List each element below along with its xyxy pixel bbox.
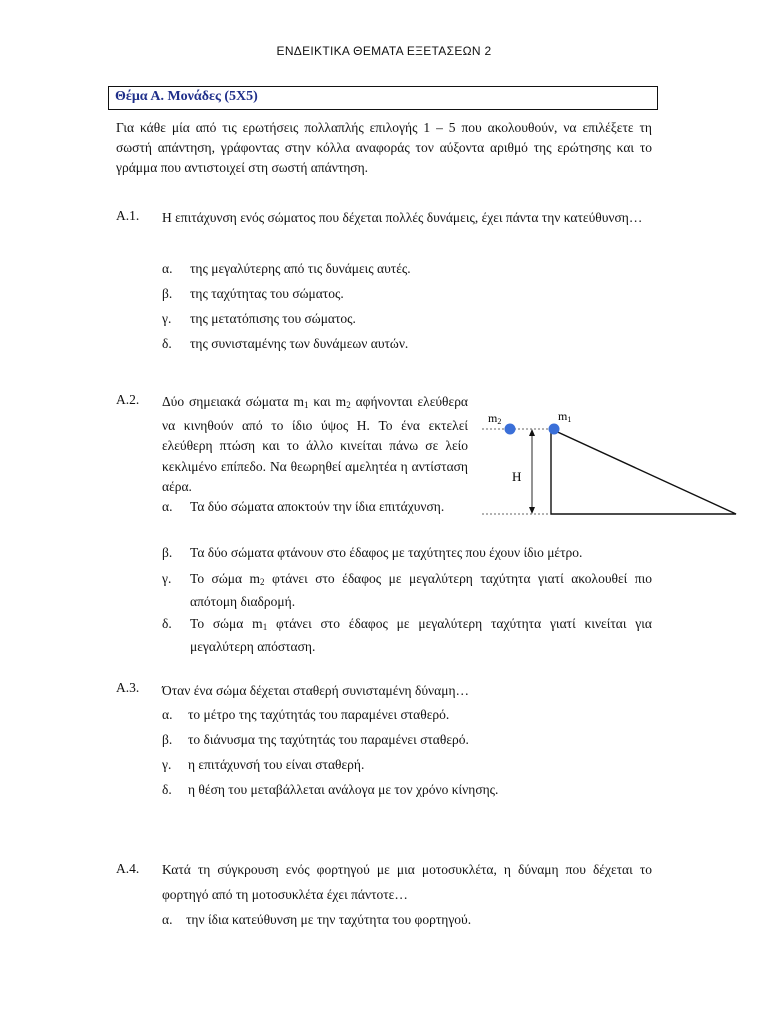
instructions: Για κάθε μία από τις ερωτήσεις πολλαπλής επιλογής 1 – 5 που ακολουθούν, να επιλέξετε τη σωστή απάντηση, γράφοντας στην κόλλα αναφοράς τον αύξοντα αριθμό της ερώτησης και το γράμμα που αντιστοιχεί στη σωστή απάντηση. [116,120,652,175]
q3-option-a: α. το μέτρο της ταχύτητάς του παραμένει σταθερό. [162,707,450,722]
q1-option-c: γ. της μετατόπισης του σώματος. [162,311,356,326]
q2-option-d: δ. Το σώμα $m_1$ φτάνει στο έδαφος με μεγαλύτερη ταχύτητα γιατί κινείται για μεγαλύτερη απόσταση. [162,616,652,654]
incline-diagram [476,405,742,520]
q1-option-b: β. της ταχύτητας του σώματος. [162,286,344,301]
height-arrow-top [529,429,535,436]
q1-text: Η επιτάχυνση ενός σώματος που δέχεται πολλές δυνάμεις, έχει πάντα την κατεύθυνση… [162,210,643,225]
q2-option-c: γ. Το σώμα $m_2$ φτάνει στο έδαφος με μεγαλύτερη ταχύτητα γιατί ακολουθεί πιο απότομη διαδρομή. [162,571,652,609]
q2-number: Α.2. [116,392,140,407]
q2-option-b: β. Τα δύο σώματα φτάνουν στο έδαφος με ταχύτητες που έχουν ίδιο μέτρο. [162,545,583,560]
q4-text: Κατά τη σύγκρουση ενός φορτηγού με μια μοτοσυκλέτα, η δύναμη που δέχεται το φορτηγό από τη μοτοσυκλέτα έχει πάντοτε… [162,862,652,902]
q3-option-d: δ. η θέση του μεταβάλλεται ανάλογα με τον χρόνο κίνησης. [162,782,499,797]
q2-text: Δύο σημειακά σώματα $m_1$ και $m_2$ αφήνονται ελεύθερα να κινηθούν από το ίδιο ύψος H. Το ένα εκτελεί ελεύθερη πτώση και το άλλο κινείται πάνω σε λείο κεκλιμένο επίπεδο. Να θεωρηθεί αμελητέα η αντίσταση αέρα. [162,394,469,494]
label-height: H [512,469,522,484]
q1-option-d: δ. της συνισταμένης των δυνάμεων αυτών. [162,336,409,351]
q2-option-a: α. Τα δύο σώματα αποκτούν την ίδια επιτάχυνση. [162,499,445,514]
mass-m1-dot [549,424,560,435]
incline-triangle [551,429,736,514]
q3-option-b: β. το διάνυσμα της ταχύτητάς του παραμένει σταθερό. [162,732,469,747]
page-header: ΕΝΔΕΙΚΤΙΚΑ ΘΕΜΑΤΑ ΕΞΕΤΑΣΕΩΝ 2 [276,44,492,58]
label-m2: m2 [488,411,502,426]
q4-option-a: α. την ίδια κατεύθυνση με την ταχύτητα του φορτηγού. [162,912,472,927]
q3-number: Α.3. [116,680,140,695]
q3-text: Όταν ένα σώμα δέχεται σταθερή συνισταμένη δύναμη… [162,683,470,698]
section-title: Θέμα Α. Μονάδες (5Χ5) [115,89,258,104]
label-m1: m1 [558,409,572,424]
q1-option-a: α. της μεγαλύτερης από τις δυνάμεις αυτές. [162,261,411,276]
mass-m2-dot [505,424,516,435]
section-title-box [108,86,658,110]
q4-number: Α.4. [116,861,140,876]
q3-option-c: γ. η επιτάχυνσή του είναι σταθερή. [162,757,365,772]
height-arrow-bottom [529,507,535,514]
q1-number: Α.1. [116,208,140,223]
